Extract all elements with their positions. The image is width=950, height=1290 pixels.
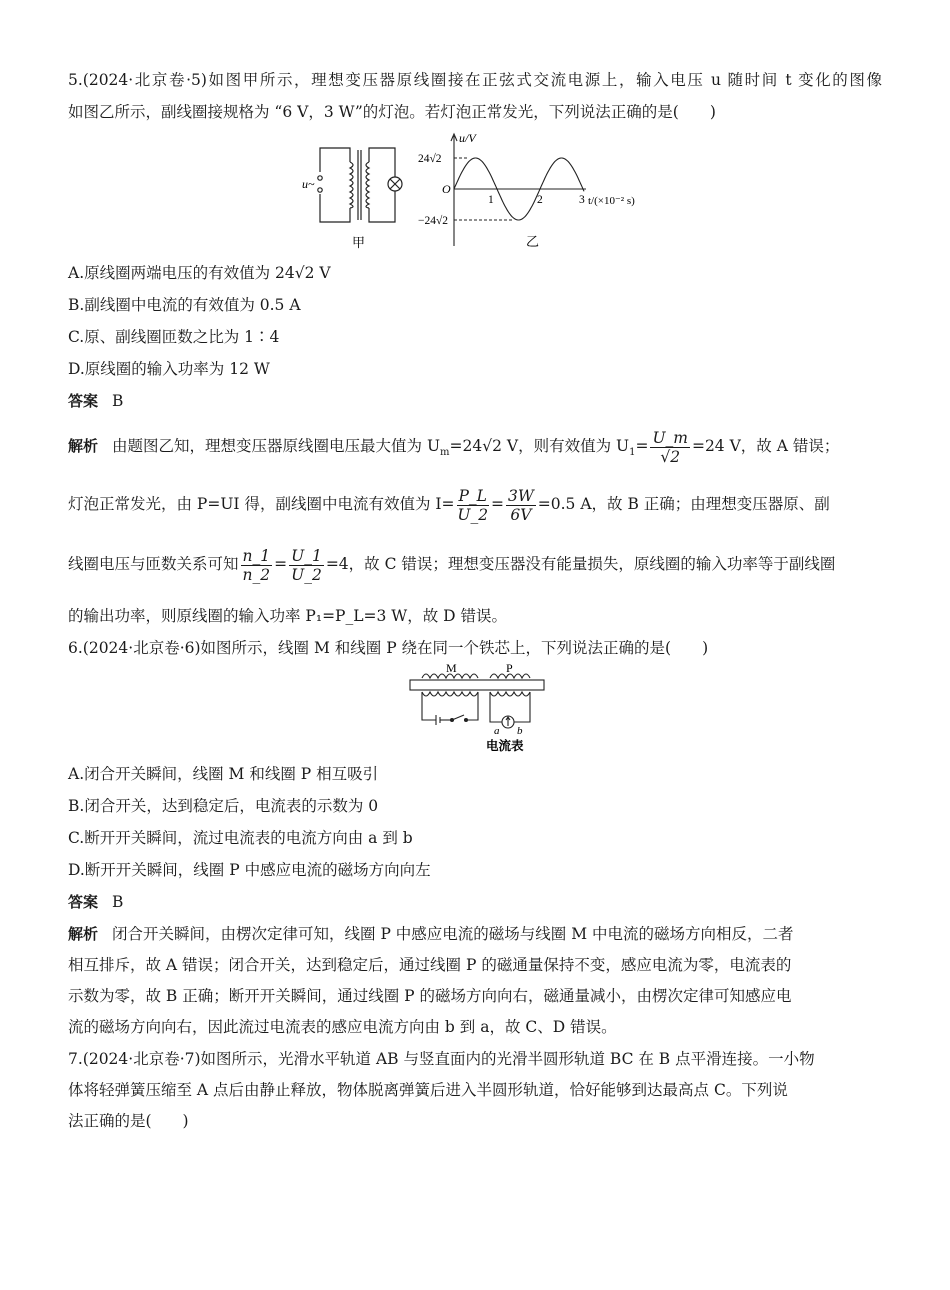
- q6-stem: 6.(2024·北京卷·6)如图所示，线圈 M 和线圈 P 绕在同一个铁芯上，下列说法正确的是( ): [68, 639, 709, 657]
- q5-figure-label-jia: 甲: [352, 235, 366, 250]
- q5-option-d: D.原线圈的输入功率为 12 W: [68, 360, 270, 378]
- q5-y-max-label: 24√2: [418, 153, 442, 165]
- q6-answer: [68, 891, 882, 913]
- q5-option-b: B.副线圈中电流的有效值为 0.5 A: [68, 296, 301, 314]
- q5-analysis-line-4: 的输出功率，则原线圈的输入功率 P₁=P_L=3 W，故 D 错误。: [68, 607, 508, 625]
- q5-answer-label: 答案: [68, 392, 99, 410]
- q6-terminal-b: b: [517, 725, 523, 737]
- q5-voltage-graph: [418, 128, 658, 254]
- q6-terminal-a: a: [494, 725, 500, 737]
- q5-frac-um-sqrt2: $\frac{U\_m}{√2}$: [652, 428, 688, 466]
- q5-y-min-label: −24√2: [418, 215, 449, 227]
- q5-frac-pl-u2: $\frac{P\_L}{U\_2}$: [457, 486, 489, 524]
- q7-stem-line-2: 体将轻弹簧压缩至 A 点后由静止释放，物体脱离弹簧后进入半圆形轨道，恰好能够到达最高点 C。下列说: [68, 1081, 788, 1099]
- q6-analysis-line-3: 示数为零，故 B 正确；断开开关瞬间，通过线圈 P 的磁场方向向右，磁通量减小，由楞次定律可知感应电: [68, 987, 792, 1005]
- q6-option-b: B.闭合开关，达到稳定后，电流表的示数为 0: [68, 797, 379, 815]
- q6-analysis-line-1: 解析 闭合开关瞬间，由楞次定律可知，线圈 P 中感应电流的磁场与线圈 M 中电流的磁场方向相反，二者: [68, 925, 794, 943]
- q5-tick-2: 2: [537, 194, 543, 206]
- q7-stem-line-3: 法正确的是( ): [68, 1112, 189, 1130]
- q5-stem-line-2: 如图乙所示，副线圈接规格为 “6 V，3 W”的灯泡。若灯泡正常发光，下列说法正确的是( ): [68, 103, 716, 121]
- q6-coil-p-label: P: [506, 661, 513, 675]
- q5-option-a: A.原线圈两端电压的有效值为 24√2 V: [68, 264, 331, 282]
- q5-frac-3w-6v: $\frac{3W}{6V}$: [507, 486, 534, 524]
- q6-answer-value: B: [112, 893, 124, 911]
- q5-analysis-line-3: 线圈电压与匝数关系可知 $\frac{n\_1}{n\_2}$ = $\frac{U\_1}{U\_2}$ =4，故 C 错误；理想变压器没有能量损失，原线圈的输入功率等于副线圈: [68, 546, 836, 584]
- q5-answer-value: B: [112, 392, 124, 410]
- q6-coil-m-label: M: [446, 661, 457, 675]
- q5-y-axis-label: u/V: [459, 131, 476, 145]
- q5-x-axis-label: t/(×10⁻² s): [588, 195, 635, 207]
- q5-figure-label-yi: 乙: [526, 234, 540, 249]
- q5-analysis-line-1: 解析 由题图乙知，理想变压器原线圈电压最大值为 $U_m=24√2$ V，则有效值为 $U_1=$ $\frac{U\_m}{√2}$ =24 V，故 A 错误；: [68, 428, 840, 466]
- q5-u-label: u~: [302, 177, 315, 191]
- q5-transformer-figure: [298, 130, 418, 252]
- q6-option-d: D.断开开关瞬间，线圈 P 中感应电流的磁场方向向左: [68, 861, 431, 879]
- q5-tick-1: 1: [488, 194, 494, 206]
- q5-answer: [68, 390, 882, 412]
- q5-tick-3: 3: [579, 194, 585, 206]
- q5-option-c: C.原、副线圈匝数之比为 1∶4: [68, 328, 280, 346]
- q6-answer-label: 答案: [68, 893, 99, 911]
- q7-stem-line-1: 7.(2024·北京卷·7)如图所示，光滑水平轨道 AB 与竖直面内的光滑半圆形轨道 BC 在 B 点平滑连接。一小物: [68, 1050, 815, 1068]
- q6-analysis-label: 解析: [68, 925, 99, 943]
- q6-option-a: A.闭合开关瞬间，线圈 M 和线圈 P 相互吸引: [68, 765, 379, 783]
- q6-analysis-line-2: 相互排斥，故 A 错误；闭合开关，达到稳定后，通过线圈 P 的磁通量保持不变，感应电流为零，电流表的: [68, 956, 792, 974]
- q5-analysis-line-2: 灯泡正常发光，由 P=UI 得，副线圈中电流有效值为 I= $\frac{P\_L}{U\_2}$ = $\frac{3W}{6V}$ =0.5 A，故 B 正确；由理想变压器原、副: [68, 486, 830, 524]
- q6-analysis-line-4: 流的磁场方向向右，因此流过电流表的感应电流方向由 b 到 a，故 C、D 错误。: [68, 1018, 617, 1036]
- q5-origin-label: O: [442, 182, 451, 196]
- q5-frac-n1-n2: $\frac{n\_1}{n\_2}$: [242, 546, 271, 584]
- q5-frac-u1-u2: $\frac{U\_1}{U\_2}$: [291, 546, 322, 584]
- q6-meter-label: 电流表: [486, 739, 524, 753]
- q6-coil-figure: [404, 660, 554, 756]
- q5-analysis-label: 解析: [68, 437, 99, 455]
- q6-option-c: C.断开开关瞬间，流过电流表的电流方向由 a 到 b: [68, 829, 413, 847]
- q5-stem-line-1: 5.(2024·北京卷·5)如图甲所示，理想变压器原线圈接在正弦式交流电源上，输入电压 u 随时间 t 变化的图像: [68, 71, 882, 89]
